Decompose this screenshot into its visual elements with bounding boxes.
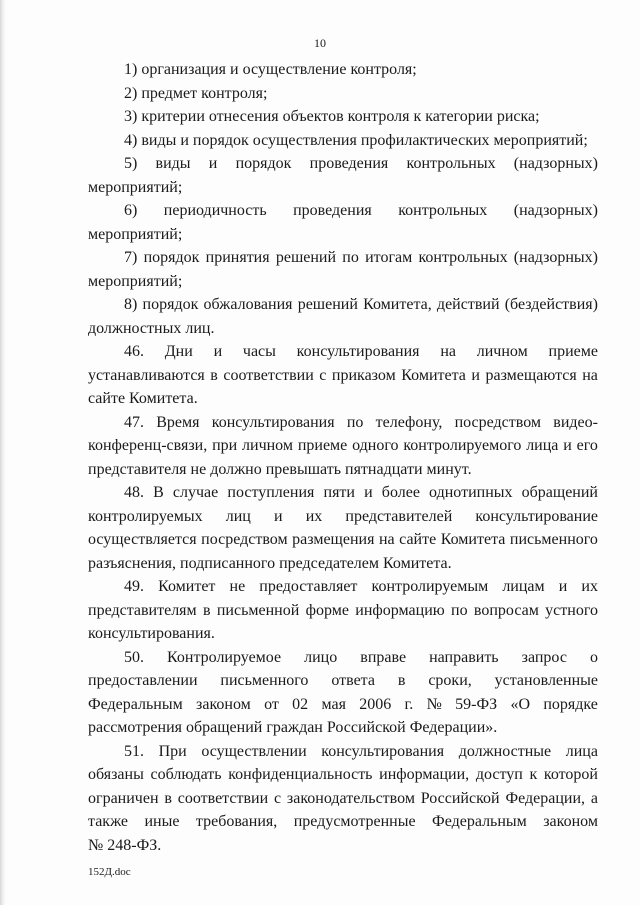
word: Дни — [164, 343, 193, 360]
word: порядок — [143, 249, 200, 266]
word: соответствии — [223, 366, 314, 384]
word: контрольных — [418, 249, 508, 266]
word: на — [582, 366, 598, 384]
word: контролируемого — [403, 437, 522, 454]
word: и — [364, 484, 373, 501]
word: письменного — [509, 531, 598, 548]
word: поступления — [227, 484, 315, 501]
text-line — [88, 505, 598, 529]
word: периодичность — [163, 202, 267, 219]
text-line: 1) организация и осуществление контроля; — [124, 61, 417, 78]
word: обжалования — [203, 296, 293, 313]
word: сайте — [399, 531, 437, 548]
word: письменной — [216, 601, 300, 619]
word: и — [208, 155, 218, 172]
word: к — [529, 766, 538, 783]
word: их — [581, 578, 598, 595]
word: письменного — [220, 672, 309, 689]
word: в — [202, 601, 211, 619]
word: часы — [242, 343, 276, 360]
word: вправе — [360, 648, 407, 666]
word: контролируемых — [88, 507, 203, 525]
word: 59-ФЗ — [455, 695, 498, 713]
word: доступ — [475, 766, 523, 783]
word: и — [563, 437, 572, 454]
word: 8) — [124, 296, 138, 313]
word: 48. — [124, 484, 144, 501]
word: 02 — [292, 695, 309, 713]
word: (надзорных) — [513, 202, 598, 219]
word: законом — [196, 695, 251, 713]
word: порядок — [142, 296, 199, 313]
word: размещения — [292, 531, 375, 548]
text-line: мероприятий; — [88, 272, 183, 290]
word: в — [210, 366, 218, 384]
word: (бездействия) — [504, 296, 598, 313]
word: телефону, — [375, 413, 443, 431]
word: контрольных — [398, 202, 488, 219]
text-line — [88, 740, 598, 764]
text-line: должностных лиц. — [88, 319, 215, 337]
word: 2006 — [359, 695, 392, 713]
text-line: мероприятий; — [88, 225, 183, 243]
word: о — [589, 648, 598, 666]
text-line: представителя не должно превышать пятнадцати минут. — [88, 460, 472, 478]
scan-edge — [0, 0, 6, 905]
word: по — [346, 413, 364, 431]
word: и — [213, 343, 223, 360]
word: 6) — [124, 202, 138, 219]
word: Комитета — [440, 531, 506, 548]
word: запрос — [521, 648, 567, 666]
word: Комитета — [401, 366, 466, 384]
word: которой — [543, 766, 598, 783]
word: предоставлении — [88, 672, 198, 689]
text-line — [88, 293, 598, 317]
word: обращений — [521, 484, 598, 501]
text-line — [88, 810, 598, 834]
word: в — [397, 672, 406, 689]
word: также — [88, 813, 129, 830]
text-line: № 248-ФЗ. — [88, 836, 162, 854]
word: 5) — [124, 155, 138, 172]
word: в — [164, 789, 172, 807]
text-line — [88, 152, 598, 176]
word: на — [378, 531, 395, 548]
word: порядок — [235, 155, 292, 172]
word: сроки, — [428, 672, 472, 689]
word: с — [273, 789, 282, 807]
footer-filename: 152Д.doc — [88, 866, 131, 878]
word: 7) — [124, 249, 138, 266]
text-line — [88, 364, 598, 388]
word: приеме — [297, 437, 348, 454]
text-line — [88, 763, 598, 787]
word: направить — [429, 648, 499, 666]
word: на — [440, 343, 456, 360]
word: устанавливаются — [88, 366, 205, 384]
word: контрольных — [406, 155, 496, 172]
word: законом — [543, 813, 598, 830]
word: 51. — [124, 742, 144, 760]
word: консультирования — [296, 343, 420, 360]
word: размещаются — [485, 366, 577, 384]
word: представителей — [345, 507, 453, 525]
word: лицам — [502, 578, 545, 595]
text-line — [88, 199, 598, 223]
word: лица — [565, 742, 598, 760]
word: № — [426, 695, 442, 713]
word: видео- — [553, 413, 598, 431]
text-line: рассмотрения обращений граждан Российской Федерации». — [88, 719, 498, 736]
word: В — [153, 484, 164, 501]
word: консультирования — [211, 413, 335, 431]
word: вопросам — [473, 601, 539, 619]
word: Контролируемое — [167, 648, 282, 666]
word: устного — [545, 601, 598, 619]
word: посредством — [201, 531, 288, 548]
text-line: разъяснения, подписанного председателем Комитета. — [88, 554, 452, 572]
word: Федеральным — [88, 695, 183, 713]
word: решений — [275, 249, 337, 266]
word: Комитета, — [363, 296, 432, 313]
word: его — [576, 437, 598, 454]
text-line — [88, 411, 598, 435]
word: соответствии — [177, 789, 269, 807]
text-line — [88, 528, 598, 552]
word: Комитет — [158, 578, 216, 595]
word: мая — [321, 695, 346, 713]
word: и — [558, 578, 568, 595]
word: виды — [155, 155, 191, 172]
word: не — [229, 578, 246, 595]
word: осуществлении — [201, 742, 307, 760]
word: действий — [436, 296, 500, 313]
word: случае — [172, 484, 219, 501]
word: порядке — [543, 695, 598, 713]
word: более — [381, 484, 420, 501]
text-line — [88, 669, 598, 693]
word: информацию — [355, 601, 445, 619]
text-line — [88, 340, 598, 364]
text-line — [88, 434, 598, 458]
word: консультирования — [321, 742, 445, 760]
word: посредством — [454, 413, 542, 431]
word: должностные — [458, 742, 552, 760]
word: лица — [526, 437, 559, 454]
word: «О — [510, 695, 531, 713]
word: Время — [156, 413, 200, 431]
word: представителям — [88, 601, 197, 619]
word: и — [471, 366, 480, 384]
word: предоставляет — [259, 578, 358, 595]
document-body — [88, 58, 598, 857]
word: лиц — [225, 507, 251, 525]
text-line — [88, 646, 598, 670]
page-number: 10 — [314, 36, 326, 50]
word: осуществляется — [88, 531, 197, 548]
text-line — [88, 599, 598, 623]
word: При — [158, 742, 187, 760]
text-line: 2) предмет контроля; — [124, 84, 268, 102]
word: приказом — [331, 366, 396, 384]
word: установленные — [494, 672, 598, 689]
text-line: 3) критерии отнесения объектов контроля к категории риска; — [124, 108, 540, 125]
word: одного — [352, 437, 399, 454]
word: форме — [305, 601, 349, 619]
word: требования, — [195, 813, 278, 830]
word: принятия — [205, 249, 270, 266]
text-line — [88, 481, 598, 505]
word: информации, — [379, 766, 470, 783]
word: предусмотренные — [293, 813, 416, 830]
word: пяти — [323, 484, 355, 501]
word: г. — [404, 695, 414, 713]
text-line: сайте Комитета. — [88, 390, 198, 407]
word: итогам — [365, 249, 413, 266]
word: Федеральным — [432, 813, 527, 830]
word: по — [451, 601, 468, 619]
word: лицо — [304, 648, 338, 666]
text-line: 4) виды и порядок осуществления профилактических мероприятий; — [124, 131, 588, 149]
text-line — [88, 787, 598, 811]
word: их — [305, 507, 323, 525]
word: проведения — [293, 202, 372, 219]
word: проведения — [309, 155, 389, 172]
text-line — [88, 575, 598, 599]
word: конференц-связи, — [88, 437, 208, 454]
word: (надзорных) — [513, 155, 598, 172]
word: обязаны — [88, 766, 144, 783]
word: Российской — [420, 789, 500, 807]
word: личном — [242, 437, 293, 454]
word: Федерации, — [505, 789, 586, 807]
word: контролируемым — [371, 578, 489, 595]
word: приеме — [548, 343, 598, 360]
word: решений — [297, 296, 358, 313]
word: законодательством — [286, 789, 415, 807]
text-line — [88, 693, 598, 717]
word: соблюдать — [150, 766, 222, 783]
word: при — [212, 437, 238, 454]
word: (надзорных) — [513, 249, 598, 266]
word: иные — [144, 813, 180, 830]
text-line: консультирования. — [88, 625, 215, 642]
word: консультирование — [475, 507, 598, 525]
word: конфиденциальность — [228, 766, 373, 783]
word: 50. — [124, 648, 144, 666]
word: с — [319, 366, 327, 384]
word: личном — [476, 343, 528, 360]
word: 49. — [124, 578, 144, 595]
text-line — [88, 246, 598, 270]
word: по — [342, 249, 359, 266]
word: ответа — [331, 672, 375, 689]
word: от — [264, 695, 279, 713]
word: ограничен — [88, 789, 159, 807]
word: а — [590, 789, 598, 807]
word: 47. — [124, 413, 144, 431]
word: и — [274, 507, 283, 525]
word: однотипных — [429, 484, 513, 501]
word: 46. — [124, 343, 144, 360]
text-line: мероприятий; — [88, 178, 183, 196]
